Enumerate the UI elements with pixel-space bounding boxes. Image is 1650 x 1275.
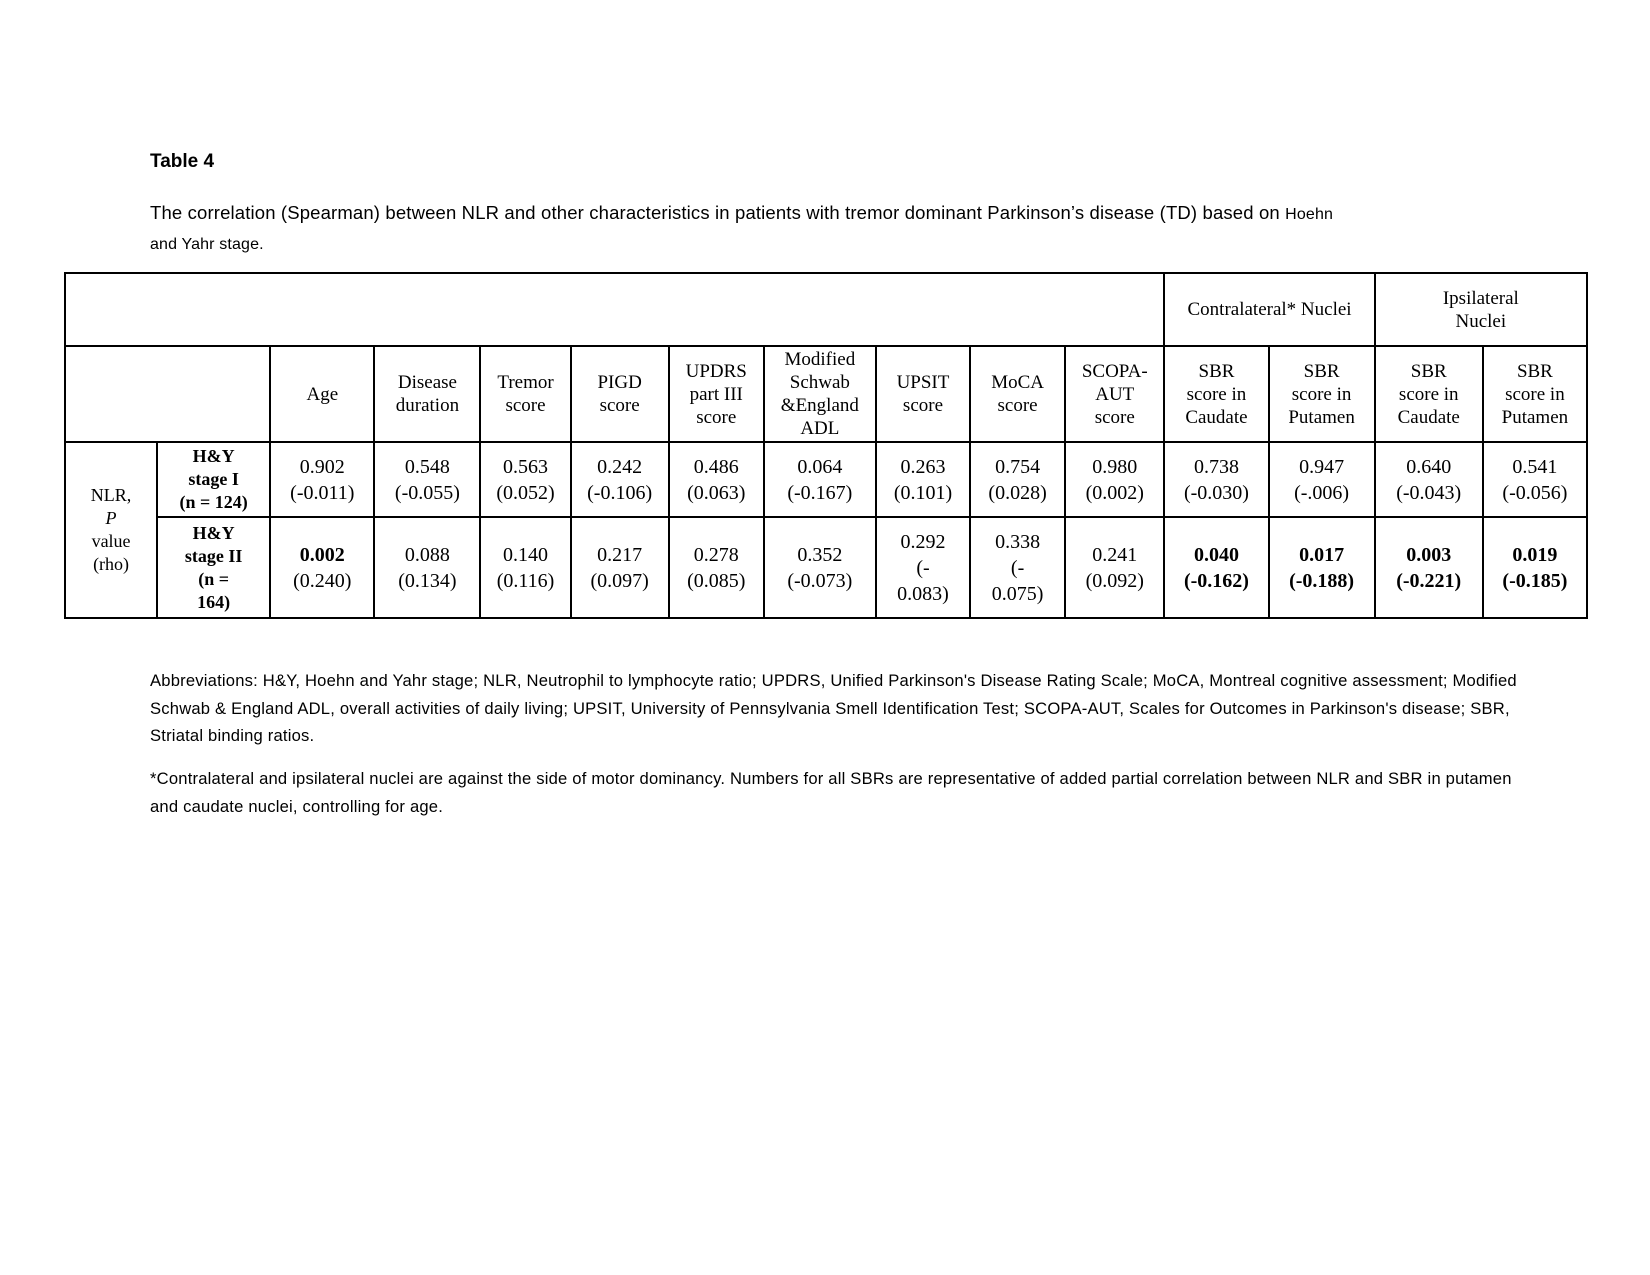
column-header-line: score in [1186,383,1247,405]
rho-value: (-0.011) [290,481,355,504]
value-cell [1375,442,1483,517]
value-cell [1065,442,1164,517]
row-label-rho: (rho) [93,554,130,574]
p-value: 0.263 [900,455,946,478]
rho-value: (0.052) [496,481,555,504]
p-value: 0.640 [1406,455,1452,478]
empty-corner-cell [65,346,270,442]
column-header [1065,346,1164,442]
column-header-line: Putamen [1501,406,1569,428]
p-value: 0.548 [404,455,450,478]
stage-label-line: stage II [184,545,243,566]
column-header-line: UPSIT [896,372,950,393]
footnote: *Contralateral and ipsilateral nuclei are against the side of motor dominancy. Numbers for all SBRs are representative of added partial correlation between NLR and SBR in putamen and caudate nuclei, controlling for age. [150,769,1512,816]
rho-value: (-0.162) [1183,569,1249,592]
column-header [270,346,374,442]
p-value: 0.486 [693,455,739,478]
p-value: 0.338 [995,530,1041,553]
p-value: 0.217 [597,543,643,566]
p-value: 0.003 [1406,543,1452,566]
rho-value: (0.097) [590,569,649,592]
column-header [374,346,480,442]
rho-value: 0.075) [991,582,1044,605]
group-header-row [65,273,1587,346]
column-header-line: PIGD [597,372,642,393]
rho-value: (0.028) [988,481,1047,504]
p-value: 0.980 [1092,455,1138,478]
caption-tail-2: and Yahr stage. [150,236,264,253]
stage-label-line: H&Y [192,522,235,543]
value-cell [970,517,1065,618]
rho-value: (0.085) [687,569,746,592]
column-header-line: SBR [1303,360,1340,382]
rho-value: (- [1010,556,1025,579]
rho-value: (-0.221) [1396,569,1462,592]
p-value: 0.352 [797,543,843,566]
column-header-line: UPDRS [685,360,747,382]
column-header-line: score in [1398,383,1459,405]
stage-label [157,517,270,618]
stage-label-line: (n = [198,568,230,589]
p-value: 0.241 [1092,543,1138,566]
column-header-line: score [696,406,737,428]
rho-value: (0.101) [893,481,953,504]
column-header-line: &England [780,395,859,416]
rho-value: (0.116) [496,569,555,592]
column-header [480,346,570,442]
stage-label-line: 164) [197,591,231,612]
caption-tail-1: Hoehn [1285,206,1334,223]
rho-value: (- [916,556,930,579]
rho-value: (0.063) [687,481,746,504]
p-value: 0.541 [1512,455,1558,478]
table-title: Table 4 [150,151,215,172]
value-cell [1164,442,1268,517]
rho-value: 0.083) [897,582,949,605]
value-cell [1065,517,1164,618]
column-header-line: score in [1291,383,1352,405]
p-value: 0.088 [404,543,450,566]
p-value: 0.754 [995,455,1041,478]
rho-value: (0.092) [1085,569,1144,592]
column-header-line: score [1094,406,1135,428]
p-value: 0.242 [597,455,643,478]
value-cell [1483,517,1587,618]
column-header [1483,346,1587,442]
rho-value: (0.002) [1085,481,1144,504]
value-cell [669,442,764,517]
p-value: 0.902 [299,455,345,478]
column-header [764,346,876,442]
column-header-line: score in [1505,383,1565,405]
column-header-line: SBR [1198,360,1235,382]
value-cell [1269,517,1375,618]
column-header-line: score [599,395,640,416]
row-label-p: P [105,508,117,528]
column-header-line: AUT [1095,383,1135,405]
p-value: 0.292 [900,530,946,553]
column-header [876,346,970,442]
rho-value: (-0.106) [587,481,653,504]
empty-header-cell [65,273,1164,346]
p-value: 0.563 [503,455,549,478]
table-row [65,517,1587,618]
column-header-line: Tremor [497,372,554,393]
correlation-table [64,272,1588,619]
p-value: 0.278 [693,543,739,566]
column-header-line: Putamen [1288,406,1355,428]
value-cell [1375,517,1483,618]
column-header [1269,346,1375,442]
value-cell [571,517,669,618]
column-header-line: ADL [800,418,840,439]
column-header-line: SBR [1516,360,1553,382]
column-header-line: duration [395,395,460,416]
value-cell [669,517,764,618]
rho-value: (-0.056) [1502,481,1568,504]
value-cell [764,517,876,618]
column-header-line: Age [306,383,339,405]
p-value: 0.140 [503,543,549,566]
p-value: 0.017 [1299,543,1345,566]
rho-value: (-0.073) [787,569,853,592]
caption-main: The correlation (Spearman) between NLR and other characteristics in patients with tremor dominant Parkinson’s disease (TD) based on [150,202,1286,223]
value-cell [1164,517,1268,618]
p-value: 0.738 [1193,455,1239,478]
column-header-row [65,346,1587,442]
column-header-line: part III [689,383,743,405]
value-cell [764,442,876,517]
rho-value: (-0.188) [1289,569,1355,592]
value-cell [876,442,970,517]
column-header [1164,346,1268,442]
contralateral-header: Contralateral* Nuclei [1164,273,1374,346]
value-cell [970,442,1065,517]
stage-label-line: H&Y [192,446,235,466]
value-cell [374,442,480,517]
value-cell [876,517,970,618]
rho-value: (-0.055) [394,481,460,504]
stage-label-line: stage I [188,469,239,489]
ipsilateral-header [1375,273,1587,346]
column-header [571,346,669,442]
rho-value: (-0.043) [1396,481,1462,504]
rho-value: (-0.185) [1502,569,1568,592]
column-header-line: SCOPA- [1081,360,1148,382]
value-cell [480,517,570,618]
stage-label [157,442,270,517]
column-header-line: Caudate [1185,406,1248,428]
p-value: 0.002 [299,543,345,566]
column-header [669,346,764,442]
value-cell [571,442,669,517]
abbreviations-note: Abbreviations: H&Y, Hoehn and Yahr stage; NLR, Neutrophil to lymphocyte ratio; UPDRS, Unified Parkinson's Disease Rating Scale; MoCA, Montreal cognitive assessment; Modified Schwab & England ADL, overall activities of daily living; UPSIT, University of Pennsylvania Smell Identification Test; SCOPA-AUT, Scales for Outcomes in Parkinson's disease; SBR, Striatal binding ratios. [150,671,1517,745]
value-cell [1269,442,1375,517]
rho-value: (-0.167) [787,481,853,504]
p-value: 0.064 [797,455,843,478]
column-header-line: Schwab [789,372,850,393]
table-row [65,442,1587,517]
row-label-nlr: NLR, [90,485,132,505]
rho-value: (-.006) [1294,481,1350,504]
column-header-line: MoCA [991,372,1044,393]
row-group-label [65,442,157,618]
table-caption [150,199,1530,259]
row-label-value: value [91,531,131,551]
value-cell [270,517,374,618]
rho-value: (0.134) [398,569,457,592]
value-cell [270,442,374,517]
column-header-line: Disease [397,372,457,393]
stage-label-line: (n = 124) [179,492,248,512]
ipsilateral-header-line1: Ipsilateral [1442,287,1519,309]
column-header-line: score [505,395,546,416]
value-cell [1483,442,1587,517]
p-value: 0.019 [1512,543,1558,566]
value-cell [374,517,480,618]
column-header [1375,346,1483,442]
column-header-line: Modified [784,349,856,370]
column-header-line: Caudate [1397,406,1460,428]
value-cell [480,442,570,517]
column-header-line: SBR [1410,360,1447,382]
ipsilateral-header-line2: Nuclei [1455,310,1507,332]
p-value: 0.947 [1299,455,1345,478]
column-header [970,346,1065,442]
column-header-line: score [997,395,1038,416]
p-value: 0.040 [1193,543,1239,566]
rho-value: (-0.030) [1183,481,1249,504]
column-header-line: score [902,395,944,416]
rho-value: (0.240) [293,569,352,592]
